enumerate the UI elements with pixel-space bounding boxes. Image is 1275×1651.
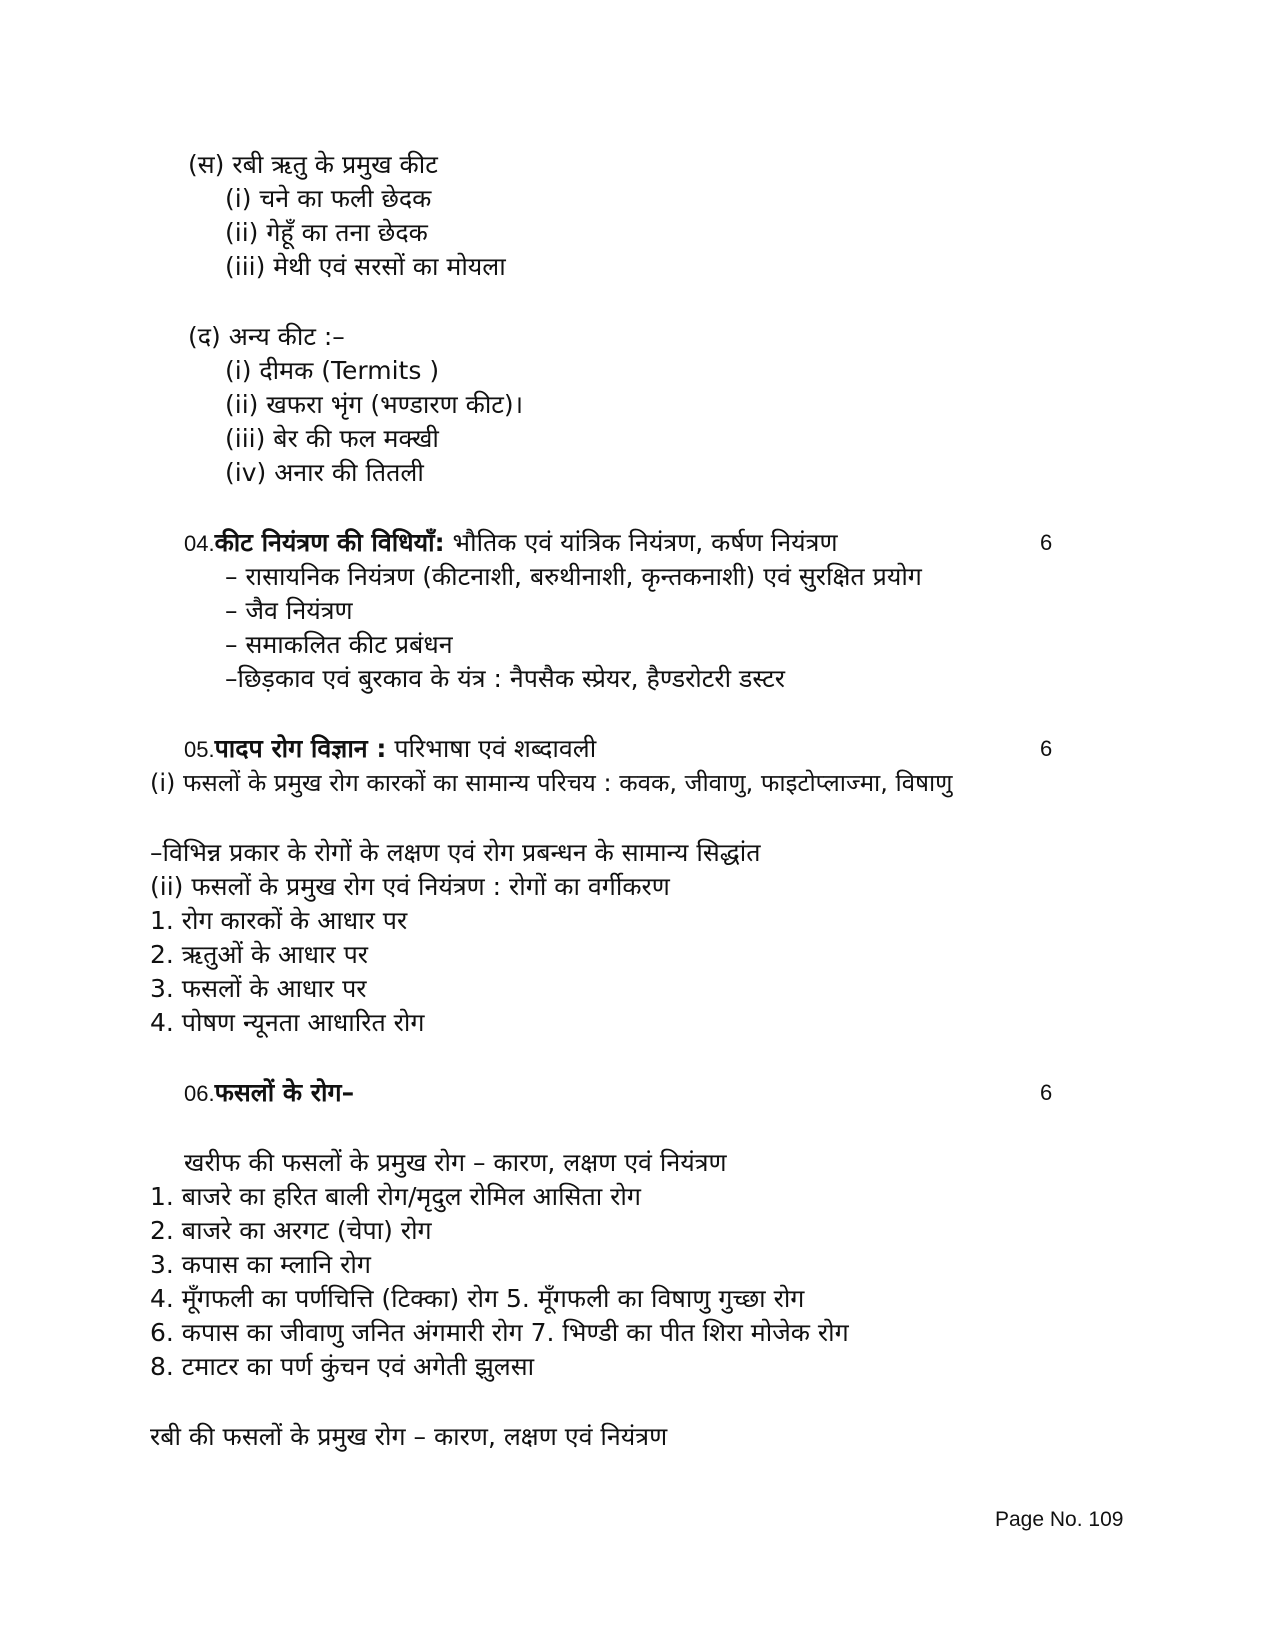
unit-05-text: परिभाषा एवं शब्दावली: [386, 734, 597, 763]
unit-06-number: 06.: [184, 1081, 215, 1106]
section-d-item-1: (i) दीमक (Termits ): [225, 356, 440, 385]
unit-05-item-3: 3. फसलों के आधार पर: [150, 974, 367, 1003]
unit-05-line-1: (i) फसलों के प्रमुख रोग कारकों का सामान्य परिचय : कवक, जीवाणु, फाइटोप्लाज्मा, विषाणु: [150, 769, 953, 797]
unit-06-heading: [184, 1076, 354, 1111]
unit-05-line-2: –विभिन्न प्रकार के रोगों के लक्षण एवं रोग प्रबन्धन के सामान्य सिद्धांत: [150, 838, 761, 867]
unit-06-marks: 6: [1040, 1080, 1053, 1105]
unit-04-text: भौतिक एवं यांत्रिक नियंत्रण, कर्षण नियंत्रण: [444, 528, 838, 557]
section-s-item-2: (ii) गेहूँ का तना छेदक: [225, 218, 428, 247]
unit-05-line-3: (ii) फसलों के प्रमुख रोग एवं नियंत्रण : रोगों का वर्गीकरण: [150, 872, 670, 901]
section-d-item-3: (iii) बेर की फल मक्खी: [225, 424, 439, 453]
unit-04-title: कीट नियंत्रण की विधियाँ:: [214, 528, 445, 557]
unit-04-marks: 6: [1040, 530, 1053, 555]
unit-04-item-1: – रासायनिक नियंत्रण (कीटनाशी, बरुथीनाशी, कृन्तकनाशी) एवं सुरक्षित प्रयोग: [225, 562, 922, 591]
kharif-item-6: 8. टमाटर का पर्ण कुंचन एवं अगेती झुलसा: [150, 1352, 535, 1381]
unit-04-item-3: – समाकलित कीट प्रबंधन: [225, 630, 453, 659]
page-number: Page No. 109: [995, 1508, 1124, 1531]
section-s-item-1: (i) चने का फली छेदक: [225, 184, 432, 213]
unit-05-item-1: 1. रोग कारकों के आधार पर: [150, 906, 408, 935]
unit-04-heading: [184, 526, 838, 561]
section-d-item-2: (ii) खफरा भृंग (भण्डारण कीट)।: [225, 390, 524, 419]
unit-04-item-4: –छिड़काव एवं बुरकाव के यंत्र : नैपसैक स्प्रेयर, हैण्डरोटरी डस्टर: [225, 664, 785, 693]
unit-04-item-2: – जैव नियंत्रण: [225, 596, 353, 625]
rabi-heading: रबी की फसलों के प्रमुख रोग – कारण, लक्षण एवं नियंत्रण: [150, 1422, 668, 1451]
kharif-heading: खरीफ की फसलों के प्रमुख रोग – कारण, लक्षण एवं नियंत्रण: [184, 1148, 727, 1177]
section-s-item-3: (iii) मेथी एवं सरसों का मोयला: [225, 252, 506, 281]
kharif-item-2: 2. बाजरे का अरगट (चेपा) रोग: [150, 1216, 432, 1245]
kharif-item-4: 4. मूँगफली का पर्णचित्ति (टिक्का) रोग 5. मूँगफली का विषाणु गुच्छा रोग: [150, 1284, 805, 1313]
kharif-item-1: 1. बाजरे का हरित बाली रोग/मृदुल रोमिल आसिता रोग: [150, 1182, 641, 1211]
unit-05-item-4: 4. पोषण न्यूनता आधारित रोग: [150, 1008, 425, 1037]
unit-06-title: फसलों के रोग–: [214, 1078, 355, 1107]
unit-05-heading: [184, 732, 596, 767]
section-d-item-4: (iv) अनार की तितली: [225, 458, 424, 487]
unit-05-marks: 6: [1040, 736, 1053, 761]
unit-05-title: पादप रोग विज्ञान :: [214, 734, 387, 763]
unit-04-number: 04.: [184, 531, 215, 556]
unit-05-number: 05.: [184, 737, 215, 762]
kharif-item-5: 6. कपास का जीवाणु जनित अंगमारी रोग 7. भिण्डी का पीत शिरा मोजेक रोग: [150, 1318, 849, 1347]
unit-05-item-2: 2. ऋतुओं के आधार पर: [150, 940, 369, 969]
kharif-item-3: 3. कपास का म्लानि रोग: [150, 1250, 371, 1279]
section-s-heading: (स) रबी ऋतु के प्रमुख कीट: [188, 150, 438, 179]
section-d-heading: (द) अन्य कीट :–: [188, 322, 345, 351]
